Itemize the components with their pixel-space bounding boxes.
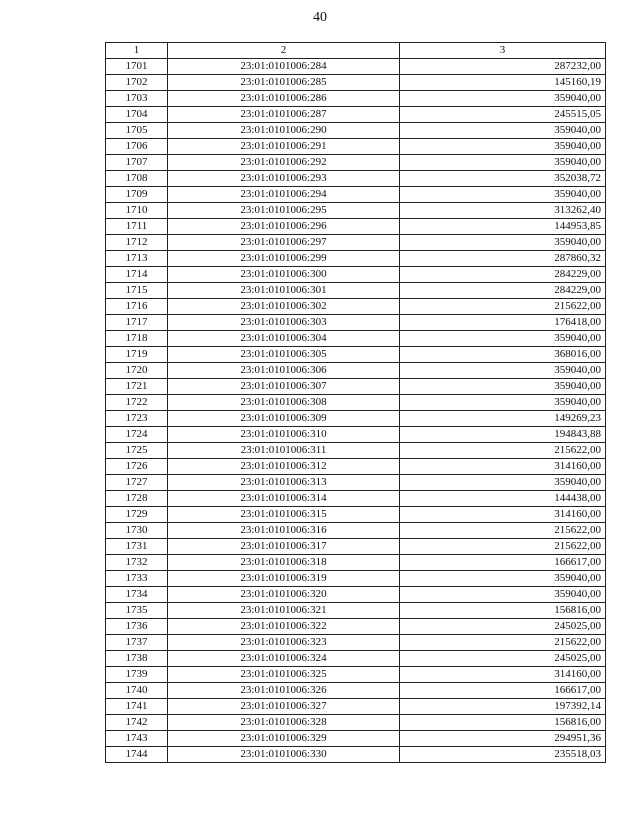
cadastral-number-cell: 23:01:0101006:306: [168, 363, 400, 379]
row-number-cell: 1727: [106, 475, 168, 491]
value-cell: 215622,00: [400, 635, 606, 651]
cadastral-number-cell: 23:01:0101006:300: [168, 267, 400, 283]
value-cell: 235518,03: [400, 747, 606, 763]
row-number-cell: 1741: [106, 699, 168, 715]
row-number-cell: 1720: [106, 363, 168, 379]
table-row: [106, 539, 606, 555]
value-cell: 359040,00: [400, 139, 606, 155]
cadastral-number-cell: 23:01:0101006:290: [168, 123, 400, 139]
column-header-1: 1: [106, 43, 168, 59]
value-cell: 314160,00: [400, 459, 606, 475]
cadastral-number-cell: 23:01:0101006:328: [168, 715, 400, 731]
row-number-cell: 1736: [106, 619, 168, 635]
value-cell: 284229,00: [400, 283, 606, 299]
value-cell: 294951,36: [400, 731, 606, 747]
row-number-cell: 1709: [106, 187, 168, 203]
value-cell: 352038,72: [400, 171, 606, 187]
value-cell: 245025,00: [400, 651, 606, 667]
data-table: [105, 42, 606, 763]
row-number-cell: 1701: [106, 59, 168, 75]
table-row: [106, 91, 606, 107]
value-cell: 359040,00: [400, 155, 606, 171]
row-number-cell: 1710: [106, 203, 168, 219]
cadastral-number-cell: 23:01:0101006:308: [168, 395, 400, 411]
value-cell: 144953,85: [400, 219, 606, 235]
row-number-cell: 1722: [106, 395, 168, 411]
row-number-cell: 1708: [106, 171, 168, 187]
table-row: [106, 107, 606, 123]
table-row: [106, 667, 606, 683]
cadastral-number-cell: 23:01:0101006:302: [168, 299, 400, 315]
table-row: [106, 171, 606, 187]
row-number-cell: 1740: [106, 683, 168, 699]
row-number-cell: 1742: [106, 715, 168, 731]
value-cell: 215622,00: [400, 539, 606, 555]
value-cell: 314160,00: [400, 507, 606, 523]
value-cell: 284229,00: [400, 267, 606, 283]
table-row: [106, 715, 606, 731]
row-number-cell: 1711: [106, 219, 168, 235]
table-row: [106, 443, 606, 459]
value-cell: 313262,40: [400, 203, 606, 219]
row-number-cell: 1714: [106, 267, 168, 283]
cadastral-number-cell: 23:01:0101006:303: [168, 315, 400, 331]
table-row: [106, 427, 606, 443]
row-number-cell: 1735: [106, 603, 168, 619]
cadastral-number-cell: 23:01:0101006:312: [168, 459, 400, 475]
value-cell: 166617,00: [400, 683, 606, 699]
value-cell: 359040,00: [400, 91, 606, 107]
cadastral-number-cell: 23:01:0101006:317: [168, 539, 400, 555]
cadastral-number-cell: 23:01:0101006:330: [168, 747, 400, 763]
table-row: [106, 363, 606, 379]
row-number-cell: 1717: [106, 315, 168, 331]
value-cell: 166617,00: [400, 555, 606, 571]
row-number-cell: 1718: [106, 331, 168, 347]
row-number-cell: 1726: [106, 459, 168, 475]
row-number-cell: 1733: [106, 571, 168, 587]
value-cell: 287860,32: [400, 251, 606, 267]
cadastral-number-cell: 23:01:0101006:323: [168, 635, 400, 651]
cadastral-number-cell: 23:01:0101006:313: [168, 475, 400, 491]
table-row: [106, 219, 606, 235]
value-cell: 359040,00: [400, 235, 606, 251]
cadastral-number-cell: 23:01:0101006:318: [168, 555, 400, 571]
value-cell: 156816,00: [400, 715, 606, 731]
table-row: [106, 507, 606, 523]
table-row: [106, 251, 606, 267]
table-row: [106, 523, 606, 539]
cadastral-number-cell: 23:01:0101006:309: [168, 411, 400, 427]
table-row: [106, 315, 606, 331]
value-cell: 197392,14: [400, 699, 606, 715]
value-cell: 359040,00: [400, 475, 606, 491]
value-cell: 215622,00: [400, 443, 606, 459]
cadastral-number-cell: 23:01:0101006:299: [168, 251, 400, 267]
row-number-cell: 1704: [106, 107, 168, 123]
value-cell: 359040,00: [400, 123, 606, 139]
table-row: [106, 395, 606, 411]
table-row: [106, 731, 606, 747]
row-number-cell: 1716: [106, 299, 168, 315]
cadastral-number-cell: 23:01:0101006:329: [168, 731, 400, 747]
cadastral-number-cell: 23:01:0101006:301: [168, 283, 400, 299]
table-row: [106, 379, 606, 395]
table-body: [106, 59, 606, 763]
cadastral-number-cell: 23:01:0101006:293: [168, 171, 400, 187]
value-cell: 145160,19: [400, 75, 606, 91]
table-row: [106, 475, 606, 491]
value-cell: 368016,00: [400, 347, 606, 363]
cadastral-number-cell: 23:01:0101006:325: [168, 667, 400, 683]
table-row: [106, 347, 606, 363]
value-cell: 245025,00: [400, 619, 606, 635]
row-number-cell: 1723: [106, 411, 168, 427]
table-row: [106, 299, 606, 315]
table-row: [106, 491, 606, 507]
cadastral-number-cell: 23:01:0101006:291: [168, 139, 400, 155]
table-row: [106, 459, 606, 475]
cadastral-number-cell: 23:01:0101006:327: [168, 699, 400, 715]
value-cell: 287232,00: [400, 59, 606, 75]
table-row: [106, 587, 606, 603]
cadastral-number-cell: 23:01:0101006:311: [168, 443, 400, 459]
cadastral-number-cell: 23:01:0101006:296: [168, 219, 400, 235]
row-number-cell: 1706: [106, 139, 168, 155]
row-number-cell: 1705: [106, 123, 168, 139]
page-number: 40: [313, 10, 327, 25]
row-number-cell: 1707: [106, 155, 168, 171]
cadastral-number-cell: 23:01:0101006:320: [168, 587, 400, 603]
cadastral-number-cell: 23:01:0101006:297: [168, 235, 400, 251]
table-row: [106, 331, 606, 347]
row-number-cell: 1719: [106, 347, 168, 363]
cadastral-number-cell: 23:01:0101006:295: [168, 203, 400, 219]
value-cell: 156816,00: [400, 603, 606, 619]
cadastral-number-cell: 23:01:0101006:324: [168, 651, 400, 667]
table-row: [106, 75, 606, 91]
cadastral-number-cell: 23:01:0101006:304: [168, 331, 400, 347]
cadastral-number-cell: 23:01:0101006:316: [168, 523, 400, 539]
value-cell: 359040,00: [400, 187, 606, 203]
row-number-cell: 1712: [106, 235, 168, 251]
row-number-cell: 1739: [106, 667, 168, 683]
row-number-cell: 1725: [106, 443, 168, 459]
value-cell: 359040,00: [400, 571, 606, 587]
table-row: [106, 123, 606, 139]
table-row: [106, 571, 606, 587]
cadastral-number-cell: 23:01:0101006:322: [168, 619, 400, 635]
value-cell: 359040,00: [400, 363, 606, 379]
row-number-cell: 1732: [106, 555, 168, 571]
row-number-cell: 1737: [106, 635, 168, 651]
row-number-cell: 1703: [106, 91, 168, 107]
column-header-3: 3: [400, 43, 606, 59]
header-row: [106, 43, 606, 59]
table-row: [106, 699, 606, 715]
table-row: [106, 683, 606, 699]
row-number-cell: 1715: [106, 283, 168, 299]
row-number-cell: 1730: [106, 523, 168, 539]
cadastral-number-cell: 23:01:0101006:314: [168, 491, 400, 507]
cadastral-number-cell: 23:01:0101006:326: [168, 683, 400, 699]
column-header-2: 2: [168, 43, 400, 59]
row-number-cell: 1729: [106, 507, 168, 523]
table-row: [106, 267, 606, 283]
cadastral-number-cell: 23:01:0101006:285: [168, 75, 400, 91]
row-number-cell: 1728: [106, 491, 168, 507]
row-number-cell: 1744: [106, 747, 168, 763]
value-cell: 176418,00: [400, 315, 606, 331]
row-number-cell: 1731: [106, 539, 168, 555]
value-cell: 144438,00: [400, 491, 606, 507]
value-cell: 245515,05: [400, 107, 606, 123]
row-number-cell: 1702: [106, 75, 168, 91]
row-number-cell: 1713: [106, 251, 168, 267]
cadastral-number-cell: 23:01:0101006:292: [168, 155, 400, 171]
cadastral-number-cell: 23:01:0101006:305: [168, 347, 400, 363]
table-row: [106, 187, 606, 203]
value-cell: 359040,00: [400, 587, 606, 603]
row-number-cell: 1743: [106, 731, 168, 747]
table-row: [106, 139, 606, 155]
table-row: [106, 747, 606, 763]
table-row: [106, 155, 606, 171]
cadastral-number-cell: 23:01:0101006:321: [168, 603, 400, 619]
cadastral-number-cell: 23:01:0101006:284: [168, 59, 400, 75]
cadastral-number-cell: 23:01:0101006:315: [168, 507, 400, 523]
value-cell: 359040,00: [400, 379, 606, 395]
table-row: [106, 411, 606, 427]
row-number-cell: 1738: [106, 651, 168, 667]
value-cell: 359040,00: [400, 395, 606, 411]
table-row: [106, 651, 606, 667]
cadastral-number-cell: 23:01:0101006:310: [168, 427, 400, 443]
value-cell: 314160,00: [400, 667, 606, 683]
cadastral-number-cell: 23:01:0101006:319: [168, 571, 400, 587]
cadastral-number-cell: 23:01:0101006:287: [168, 107, 400, 123]
row-number-cell: 1721: [106, 379, 168, 395]
cadastral-number-cell: 23:01:0101006:294: [168, 187, 400, 203]
table-header: [106, 43, 606, 59]
row-number-cell: 1724: [106, 427, 168, 443]
table-row: [106, 619, 606, 635]
table-row: [106, 603, 606, 619]
value-cell: 359040,00: [400, 331, 606, 347]
value-cell: 215622,00: [400, 299, 606, 315]
table-row: [106, 203, 606, 219]
value-cell: 194843,88: [400, 427, 606, 443]
table-row: [106, 635, 606, 651]
table-row: [106, 283, 606, 299]
row-number-cell: 1734: [106, 587, 168, 603]
cadastral-number-cell: 23:01:0101006:286: [168, 91, 400, 107]
table-row: [106, 59, 606, 75]
value-cell: 149269,23: [400, 411, 606, 427]
cadastral-number-cell: 23:01:0101006:307: [168, 379, 400, 395]
table-row: [106, 555, 606, 571]
value-cell: 215622,00: [400, 523, 606, 539]
table-row: [106, 235, 606, 251]
